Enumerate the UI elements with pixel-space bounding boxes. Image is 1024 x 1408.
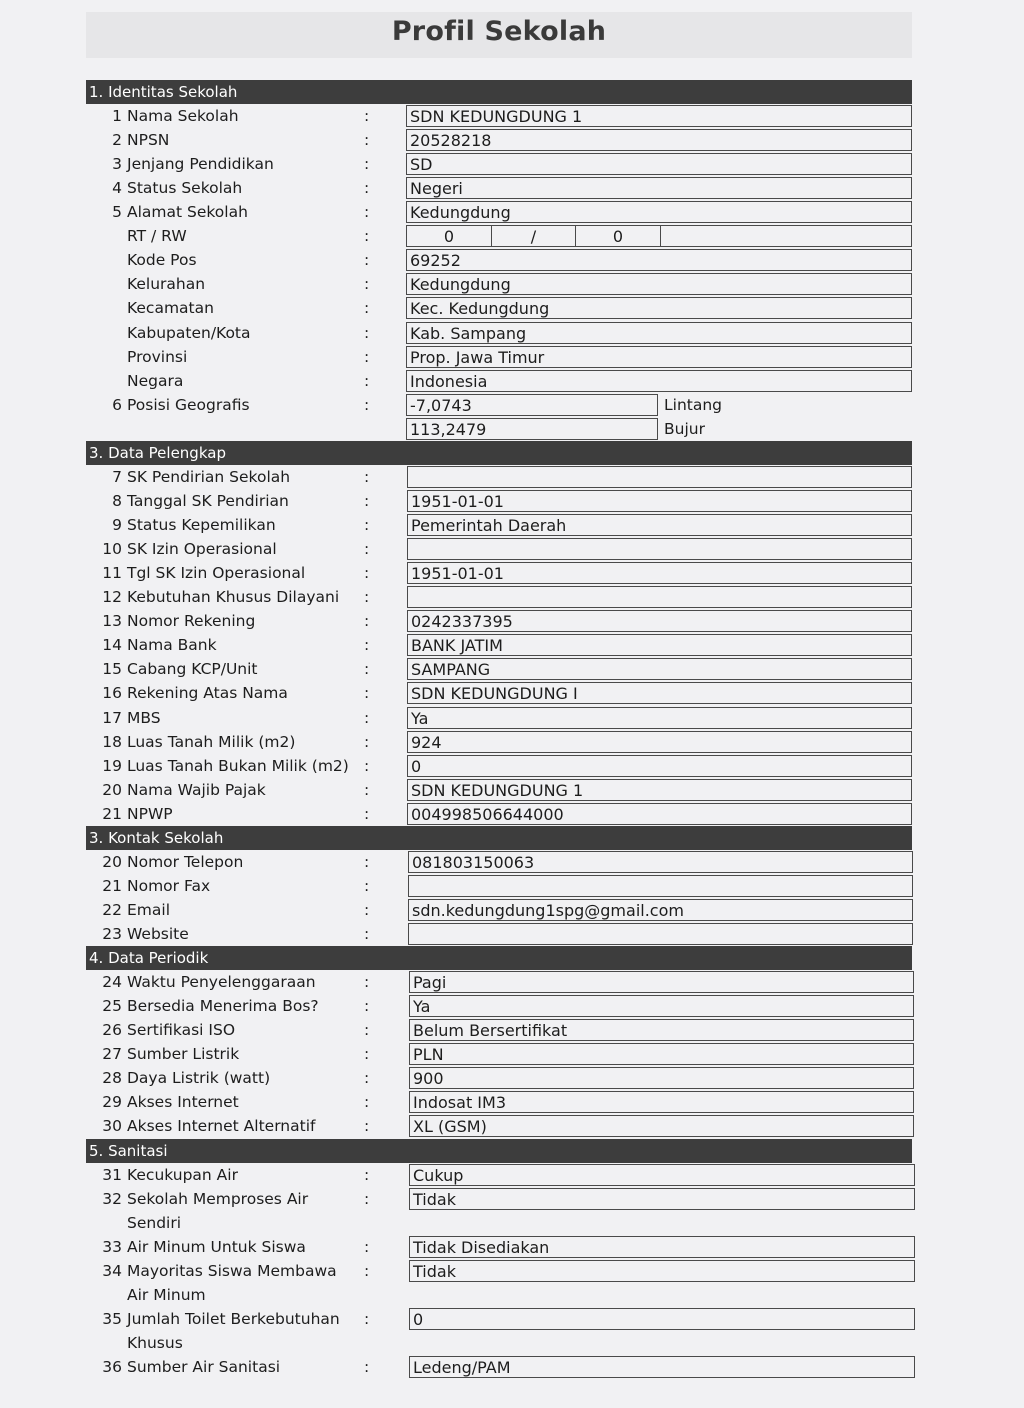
field-label: RT / RW bbox=[127, 227, 187, 245]
field-number: 9 bbox=[112, 516, 122, 534]
field-label: Kelurahan bbox=[127, 275, 206, 293]
field-number: 20 bbox=[102, 853, 122, 871]
field-number: 34 bbox=[102, 1262, 122, 1280]
field-number: 30 bbox=[102, 1117, 122, 1135]
field-value: Tidak Disediakan bbox=[409, 1236, 915, 1258]
colon-separator: : bbox=[364, 492, 370, 510]
field-number: 23 bbox=[102, 925, 122, 943]
field-label: Mayoritas Siswa Membawa bbox=[127, 1262, 337, 1280]
empty-cell bbox=[660, 225, 912, 247]
field-number: 19 bbox=[102, 757, 122, 775]
colon-separator: : bbox=[364, 540, 370, 558]
field-label: Bersedia Menerima Bos? bbox=[127, 997, 319, 1015]
field-label: Negara bbox=[127, 372, 184, 390]
colon-separator: : bbox=[364, 1021, 370, 1039]
field-label: Rekening Atas Nama bbox=[127, 684, 288, 702]
longitude-value: 113,2479 bbox=[406, 418, 658, 440]
colon-separator: : bbox=[364, 1190, 370, 1208]
field-label: NPWP bbox=[127, 805, 173, 823]
field-number: 1 bbox=[112, 107, 122, 125]
field-label: Nama Bank bbox=[127, 636, 217, 654]
colon-separator: : bbox=[364, 1069, 370, 1087]
field-value bbox=[407, 586, 912, 608]
colon-separator: : bbox=[364, 324, 370, 342]
field-label: Kebutuhan Khusus Dilayani bbox=[127, 588, 340, 606]
field-value: PLN bbox=[409, 1043, 914, 1065]
field-value: 0 bbox=[407, 755, 912, 777]
field-label: MBS bbox=[127, 709, 161, 727]
field-value: SDN KEDUNGDUNG I bbox=[407, 682, 912, 704]
field-label-continued: Sendiri bbox=[127, 1214, 182, 1233]
colon-separator: : bbox=[364, 203, 370, 221]
field-label: Tgl SK Izin Operasional bbox=[127, 564, 306, 582]
field-value: Kec. Kedungdung bbox=[406, 297, 912, 319]
field-value bbox=[407, 466, 912, 488]
field-value: 081803150063 bbox=[408, 851, 913, 873]
field-number: 2 bbox=[112, 131, 122, 149]
field-value: 004998506644000 bbox=[407, 803, 912, 825]
field-label: Jumlah Toilet Berkebutuhan bbox=[127, 1310, 340, 1328]
field-value: SDN KEDUNGDUNG 1 bbox=[407, 779, 912, 801]
field-number: 4 bbox=[112, 179, 122, 197]
colon-separator: : bbox=[364, 299, 370, 317]
colon-separator: : bbox=[364, 275, 370, 293]
field-label: Sekolah Memproses Air bbox=[127, 1190, 309, 1208]
colon-separator: : bbox=[364, 1117, 370, 1135]
colon-separator: : bbox=[364, 805, 370, 823]
field-number: 8 bbox=[112, 492, 122, 510]
section-header-identitas bbox=[86, 80, 912, 104]
field-row-continuation bbox=[0, 1331, 1024, 1355]
field-label: Posisi Geografis bbox=[127, 396, 250, 414]
colon-separator: : bbox=[364, 251, 370, 269]
field-number: 22 bbox=[102, 901, 122, 919]
field-value: Kedungdung bbox=[406, 273, 912, 295]
field-label: Nomor Rekening bbox=[127, 612, 256, 630]
field-value bbox=[408, 875, 913, 897]
field-number: 21 bbox=[102, 805, 122, 823]
field-value: sdn.kedungdung1spg@gmail.com bbox=[408, 899, 913, 921]
field-number: 25 bbox=[102, 997, 122, 1015]
colon-separator: : bbox=[364, 468, 370, 486]
field-number: 26 bbox=[102, 1021, 122, 1039]
field-label-continued: Khusus bbox=[127, 1334, 183, 1353]
colon-separator: : bbox=[364, 1310, 370, 1328]
field-value: BANK JATIM bbox=[407, 634, 912, 656]
colon-separator: : bbox=[364, 516, 370, 534]
field-number: 12 bbox=[102, 588, 122, 606]
field-label: Nama Wajib Pajak bbox=[127, 781, 266, 799]
field-value: Ya bbox=[407, 707, 912, 729]
field-label: Website bbox=[127, 925, 189, 943]
field-label: Status Kepemilikan bbox=[127, 516, 276, 534]
section-title: 5. Sanitasi bbox=[89, 1142, 168, 1160]
field-number: 13 bbox=[102, 612, 122, 630]
colon-separator: : bbox=[364, 684, 370, 702]
field-number: 28 bbox=[102, 1069, 122, 1087]
colon-separator: : bbox=[364, 925, 370, 943]
field-value: Pagi bbox=[409, 971, 914, 993]
field-number: 35 bbox=[102, 1310, 122, 1328]
field-label: Akses Internet Alternatif bbox=[127, 1117, 316, 1135]
colon-separator: : bbox=[364, 372, 370, 390]
colon-separator: : bbox=[364, 131, 370, 149]
field-label: Kecukupan Air bbox=[127, 1166, 238, 1184]
field-value: 1951-01-01 bbox=[407, 490, 912, 512]
field-label: Waktu Penyelenggaraan bbox=[127, 973, 316, 991]
field-value: 900 bbox=[409, 1067, 914, 1089]
field-label: Sertifikasi ISO bbox=[127, 1021, 236, 1039]
colon-separator: : bbox=[364, 757, 370, 775]
field-label: Kabupaten/Kota bbox=[127, 324, 251, 342]
field-number: 16 bbox=[102, 684, 122, 702]
field-number: 11 bbox=[102, 564, 122, 582]
field-label: Nomor Fax bbox=[127, 877, 211, 895]
field-value bbox=[407, 538, 912, 560]
field-number: 5 bbox=[112, 203, 122, 221]
colon-separator: : bbox=[364, 1093, 370, 1111]
field-number: 6 bbox=[112, 396, 122, 414]
latitude-label: Lintang bbox=[664, 396, 723, 414]
field-row-continuation bbox=[0, 1211, 1024, 1235]
colon-separator: : bbox=[364, 781, 370, 799]
field-value: 0242337395 bbox=[407, 610, 912, 632]
field-label: Alamat Sekolah bbox=[127, 203, 248, 221]
field-label: Nama Sekolah bbox=[127, 107, 239, 125]
field-value: Kab. Sampang bbox=[406, 322, 912, 344]
field-value: Indosat IM3 bbox=[409, 1091, 914, 1113]
field-value: SAMPANG bbox=[407, 658, 912, 680]
colon-separator: : bbox=[364, 901, 370, 919]
colon-separator: : bbox=[364, 997, 370, 1015]
field-value: Tidak bbox=[409, 1260, 915, 1282]
section-title: 3. Kontak Sekolah bbox=[89, 829, 224, 847]
rw-value: 0 bbox=[575, 225, 661, 247]
field-value: Prop. Jawa Timur bbox=[406, 346, 912, 368]
field-number: 36 bbox=[102, 1358, 122, 1376]
field-value: Indonesia bbox=[406, 370, 912, 392]
field-number: 29 bbox=[102, 1093, 122, 1111]
field-value: 69252 bbox=[406, 249, 912, 271]
field-label: SK Pendirian Sekolah bbox=[127, 468, 291, 486]
colon-separator: : bbox=[364, 107, 370, 125]
latitude-value: -7,0743 bbox=[406, 394, 658, 416]
field-value: 1951-01-01 bbox=[407, 562, 912, 584]
colon-separator: : bbox=[364, 155, 370, 173]
field-row-continuation bbox=[0, 1283, 1024, 1307]
field-label: Luas Tanah Bukan Milik (m2) bbox=[127, 757, 349, 775]
field-number: 31 bbox=[102, 1166, 122, 1184]
field-value bbox=[408, 923, 913, 945]
field-number: 24 bbox=[102, 973, 122, 991]
colon-separator: : bbox=[364, 1358, 370, 1376]
rt-value: 0 bbox=[406, 225, 492, 247]
field-label: Email bbox=[127, 901, 171, 919]
field-value: 924 bbox=[407, 731, 912, 753]
field-number: 17 bbox=[102, 709, 122, 727]
field-label: SK Izin Operasional bbox=[127, 540, 277, 558]
field-label: Air Minum Untuk Siswa bbox=[127, 1238, 306, 1256]
field-value: XL (GSM) bbox=[409, 1115, 914, 1137]
field-number: 15 bbox=[102, 660, 122, 678]
section-title: 1. Identitas Sekolah bbox=[89, 83, 238, 101]
field-label: NPSN bbox=[127, 131, 170, 149]
field-label: Daya Listrik (watt) bbox=[127, 1069, 271, 1087]
field-label: Jenjang Pendidikan bbox=[127, 155, 274, 173]
colon-separator: : bbox=[364, 636, 370, 654]
colon-separator: : bbox=[364, 348, 370, 366]
colon-separator: : bbox=[364, 1045, 370, 1063]
section-title: 3. Data Pelengkap bbox=[89, 444, 226, 462]
field-number: 3 bbox=[112, 155, 122, 173]
field-number: 7 bbox=[112, 468, 122, 486]
section-header-pelengkap bbox=[86, 441, 912, 465]
colon-separator: : bbox=[364, 612, 370, 630]
colon-separator: : bbox=[364, 179, 370, 197]
colon-separator: : bbox=[364, 709, 370, 727]
field-value: Ledeng/PAM bbox=[409, 1356, 915, 1378]
field-value: Negeri bbox=[406, 177, 912, 199]
field-number: 21 bbox=[102, 877, 122, 895]
field-number: 32 bbox=[102, 1190, 122, 1208]
colon-separator: : bbox=[364, 1166, 370, 1184]
field-label: Status Sekolah bbox=[127, 179, 243, 197]
field-value: Belum Bersertifikat bbox=[409, 1019, 914, 1041]
section-header-kontak bbox=[86, 826, 912, 850]
field-number: 10 bbox=[102, 540, 122, 558]
field-label: Nomor Telepon bbox=[127, 853, 244, 871]
rt-rw-separator: / bbox=[491, 225, 576, 247]
field-label-continued: Air Minum bbox=[127, 1286, 206, 1305]
longitude-label: Bujur bbox=[664, 420, 705, 438]
field-value: Tidak bbox=[409, 1188, 915, 1210]
field-value: Ya bbox=[409, 995, 914, 1017]
field-label: Provinsi bbox=[127, 348, 188, 366]
field-number: 18 bbox=[102, 733, 122, 751]
section-header-sanitasi bbox=[86, 1139, 912, 1163]
colon-separator: : bbox=[364, 227, 370, 245]
field-label: Kode Pos bbox=[127, 251, 197, 269]
field-value: SD bbox=[406, 153, 912, 175]
section-header-periodik bbox=[86, 946, 912, 970]
colon-separator: : bbox=[364, 853, 370, 871]
field-label: Tanggal SK Pendirian bbox=[127, 492, 289, 510]
field-value: Kedungdung bbox=[406, 201, 912, 223]
field-label: Sumber Listrik bbox=[127, 1045, 240, 1063]
colon-separator: : bbox=[364, 396, 370, 414]
colon-separator: : bbox=[364, 564, 370, 582]
field-number: 27 bbox=[102, 1045, 122, 1063]
field-number: 14 bbox=[102, 636, 122, 654]
field-label: Kecamatan bbox=[127, 299, 214, 317]
colon-separator: : bbox=[364, 660, 370, 678]
colon-separator: : bbox=[364, 1238, 370, 1256]
field-value: Cukup bbox=[409, 1164, 915, 1186]
field-value: SDN KEDUNGDUNG 1 bbox=[406, 105, 912, 127]
page-title: Profil Sekolah bbox=[391, 16, 607, 47]
field-value: 0 bbox=[409, 1308, 915, 1330]
field-number: 20 bbox=[102, 781, 122, 799]
field-value: Pemerintah Daerah bbox=[407, 514, 912, 536]
field-label: Luas Tanah Milik (m2) bbox=[127, 733, 296, 751]
field-label: Cabang KCP/Unit bbox=[127, 660, 258, 678]
colon-separator: : bbox=[364, 1262, 370, 1280]
colon-separator: : bbox=[364, 733, 370, 751]
field-label: Sumber Air Sanitasi bbox=[127, 1358, 281, 1376]
field-number: 33 bbox=[102, 1238, 122, 1256]
field-label: Akses Internet bbox=[127, 1093, 239, 1111]
colon-separator: : bbox=[364, 877, 370, 895]
colon-separator: : bbox=[364, 973, 370, 991]
section-title: 4. Data Periodik bbox=[89, 949, 209, 967]
field-value: 20528218 bbox=[406, 129, 912, 151]
colon-separator: : bbox=[364, 588, 370, 606]
